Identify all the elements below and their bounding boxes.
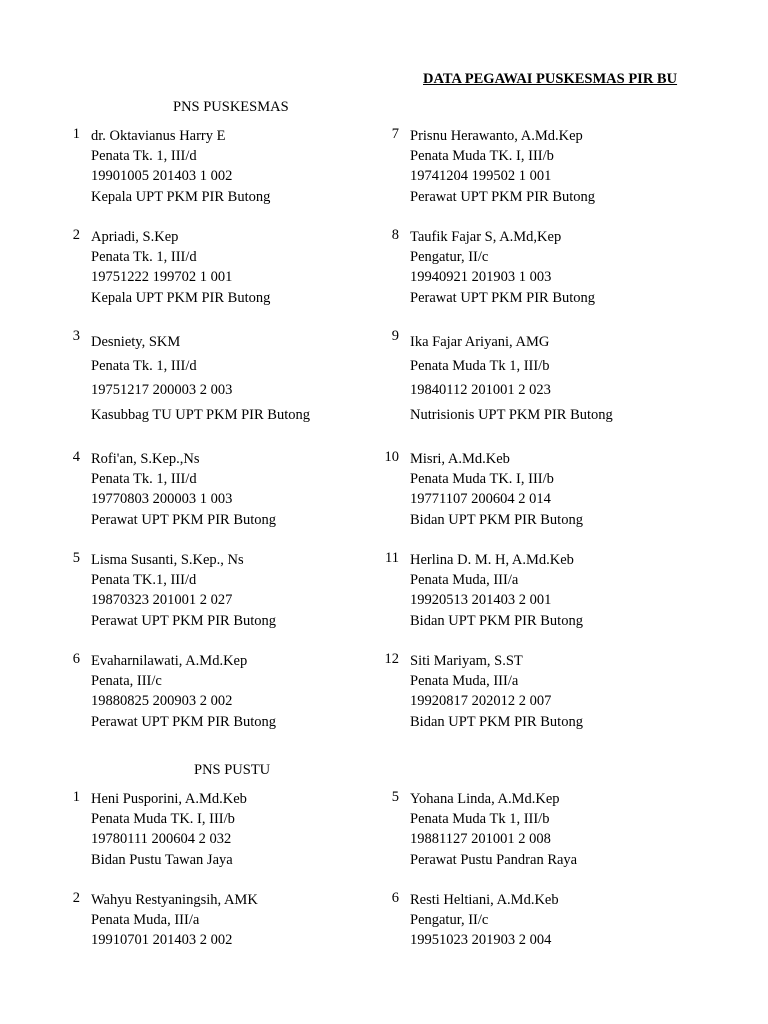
entry-number: 7	[391, 126, 399, 142]
employee-position: Nutrisionis UPT PKM PIR Butong	[410, 406, 613, 423]
employee-position: Perawat UPT PKM PIR Butong	[91, 713, 277, 730]
employee-name: Taufik Fajar S, A.Md,Kep	[410, 229, 562, 245]
entry-number: 3	[72, 328, 80, 344]
employee-name: Rofi'an, S.Kep.,Ns	[91, 451, 200, 467]
entry-number: 5	[391, 789, 399, 805]
employee-position: Bidan Pustu Tawan Jaya	[91, 851, 233, 868]
employee-rank: Penata Muda, III/a	[410, 673, 519, 690]
employee-nip: 19741204 199502 1 001	[410, 168, 552, 185]
employee-name: dr. Oktavianus Harry E	[91, 128, 226, 144]
entry-number: 1	[72, 789, 80, 805]
employee-position: Perawat UPT PKM PIR Butong	[91, 612, 277, 629]
employee-nip: 19771107 200604 2 014	[410, 491, 551, 508]
employee-name: Lisma Susanti, S.Kep., Ns	[91, 552, 244, 568]
employee-nip: 19901005 201403 1 002	[91, 168, 233, 185]
employee-nip: 19770803 200003 1 003	[91, 491, 233, 508]
entry-number: 1	[72, 126, 80, 142]
employee-name: Yohana Linda, A.Md.Kep	[410, 791, 560, 807]
employee-rank: Penata Muda Tk 1, III/b	[410, 358, 550, 375]
employee-nip: 19840112 201001 2 023	[410, 382, 551, 399]
employee-position: Bidan UPT PKM PIR Butong	[410, 713, 583, 730]
employee-name: Apriadi, S.Kep	[91, 229, 179, 245]
entry-number: 5	[72, 550, 80, 566]
employee-position: Perawat UPT PKM PIR Butong	[410, 289, 596, 306]
employee-rank: Penata Muda TK. I, III/b	[410, 148, 554, 165]
employee-name: Herlina D. M. H, A.Md.Keb	[410, 552, 574, 568]
employee-name: Wahyu Restyaningsih, AMK	[91, 892, 258, 908]
section-title-pns-puskesmas: PNS PUSKESMAS	[173, 99, 289, 115]
document-title: DATA PEGAWAI PUSKESMAS PIR BU	[423, 71, 678, 87]
employee-nip: 19751222 199702 1 001	[91, 269, 233, 286]
entry-number: 11	[385, 550, 399, 566]
employee-rank: Penata Muda TK. I, III/b	[91, 811, 235, 828]
employee-rank: Penata Tk. 1, III/d	[91, 471, 197, 488]
employee-name: Prisnu Herawanto, A.Md.Kep	[410, 128, 583, 144]
employee-position: Bidan UPT PKM PIR Butong	[410, 612, 583, 629]
employee-nip: 19881127 201001 2 008	[410, 831, 551, 848]
section-title-pns-pustu: PNS PUSTU	[194, 762, 271, 778]
employee-rank: Pengatur, II/c	[410, 249, 489, 266]
employee-rank: Penata Tk. 1, III/d	[91, 358, 197, 375]
entry-number: 9	[391, 328, 399, 344]
employee-rank: Penata Muda, III/a	[410, 572, 519, 589]
employee-name: Heni Pusporini, A.Md.Keb	[91, 791, 247, 807]
employee-name: Evaharnilawati, A.Md.Kep	[91, 653, 248, 669]
employee-name: Siti Mariyam, S.ST	[410, 653, 523, 669]
employee-position: Kasubbag TU UPT PKM PIR Butong	[91, 406, 311, 423]
employee-nip: 19751217 200003 2 003	[91, 382, 233, 399]
employee-nip: 19870323 201001 2 027	[91, 592, 233, 609]
employee-nip: 19920817 202012 2 007	[410, 693, 552, 710]
entry-number: 12	[384, 651, 399, 667]
entry-number: 10	[384, 449, 399, 465]
employee-nip: 19940921 201903 1 003	[410, 269, 552, 286]
employee-rank: Penata Muda TK. I, III/b	[410, 471, 554, 488]
entry-number: 2	[72, 890, 80, 906]
entry-number: 8	[391, 227, 399, 243]
employee-rank: Penata TK.1, III/d	[91, 572, 197, 589]
employee-position: Perawat UPT PKM PIR Butong	[410, 188, 596, 205]
entry-number: 4	[72, 449, 80, 465]
employee-rank: Pengatur, II/c	[410, 912, 489, 929]
employee-position: Perawat UPT PKM PIR Butong	[91, 511, 277, 528]
employee-rank: Penata Tk. 1, III/d	[91, 249, 197, 266]
employee-rank: Penata Tk. 1, III/d	[91, 148, 197, 165]
employee-nip: 19920513 201403 2 001	[410, 592, 552, 609]
employee-rank: Penata, III/c	[91, 673, 162, 690]
employee-rank: Penata Muda, III/a	[91, 912, 200, 929]
employee-position: Kepala UPT PKM PIR Butong	[91, 188, 271, 205]
employee-position: Bidan UPT PKM PIR Butong	[410, 511, 583, 528]
employee-nip: 19880825 200903 2 002	[91, 693, 233, 710]
entry-number: 2	[72, 227, 80, 243]
entry-number: 6	[391, 890, 399, 906]
employee-nip: 19951023 201903 2 004	[410, 932, 552, 949]
employee-name: Misri, A.Md.Keb	[410, 451, 510, 467]
employee-rank: Penata Muda Tk 1, III/b	[410, 811, 550, 828]
employee-name: Resti Heltiani, A.Md.Keb	[410, 892, 559, 908]
employee-name: Ika Fajar Ariyani, AMG	[410, 334, 550, 350]
employee-position: Kepala UPT PKM PIR Butong	[91, 289, 271, 306]
employee-position: Perawat Pustu Pandran Raya	[410, 851, 578, 868]
employee-nip: 19910701 201403 2 002	[91, 932, 233, 949]
employee-nip: 19780111 200604 2 032	[91, 831, 232, 848]
entry-number: 6	[72, 651, 80, 667]
employee-name: Desniety, SKM	[91, 334, 181, 350]
